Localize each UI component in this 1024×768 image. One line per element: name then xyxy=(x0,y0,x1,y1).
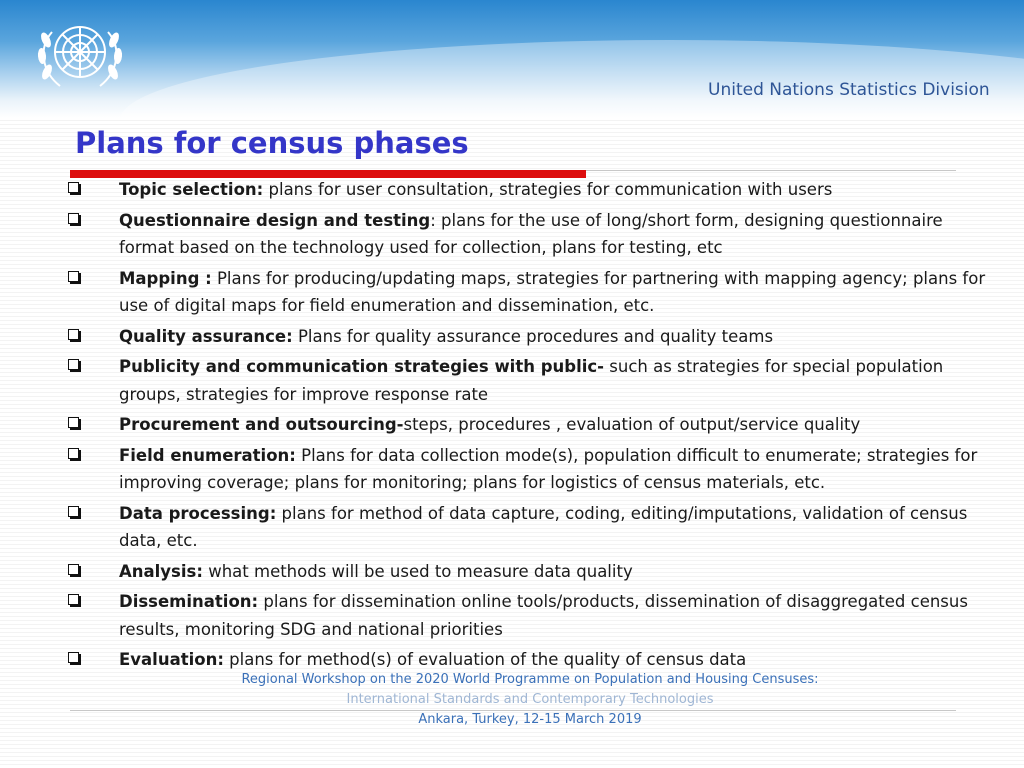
checkbox-icon xyxy=(68,359,79,370)
item-title: Publicity and communication strategies with public- xyxy=(119,357,605,376)
list-item xyxy=(68,442,993,497)
checkbox-icon xyxy=(68,594,79,605)
footer-subtitle: International Standards and Contemporary Technologies xyxy=(346,692,714,707)
item-title: Field enumeration: xyxy=(119,445,296,465)
item-title: Mapping : xyxy=(119,268,212,288)
slide-title: Plans for census phases xyxy=(75,126,469,160)
list-item xyxy=(68,558,993,586)
checkbox-icon xyxy=(68,652,79,663)
header-wave xyxy=(120,40,1024,118)
item-title: Evaluation: xyxy=(119,650,224,669)
slide-header xyxy=(0,0,1024,118)
un-emblem-icon xyxy=(30,10,130,100)
item-text: Plans for data collection mode(s), population difficult to enumerate; strategies for improving coverage; plans for monitoring; plans for logistics of census materials, etc. xyxy=(119,445,978,492)
list-item xyxy=(68,588,993,643)
item-text: plans for user consultation, strategies for communication with users xyxy=(263,180,833,199)
checkbox-icon xyxy=(68,329,79,340)
item-title: Procurement and outsourcing- xyxy=(119,415,404,434)
organization-name: United Nations Statistics Division xyxy=(708,80,990,100)
list-item xyxy=(68,176,993,204)
item-text: plans for method of data capture, coding, editing/imputations, validation of census data, etc. xyxy=(119,503,968,550)
item-text: : plans for the use of long/short form, designing questionnaire format based on the technology used for collection, plans for testing, etc xyxy=(119,210,943,257)
list-item xyxy=(68,353,993,408)
item-text: what methods will be used to measure data quality xyxy=(202,561,633,581)
list-item xyxy=(68,500,993,555)
item-title: Questionnaire design and testing xyxy=(119,210,431,230)
checkbox-icon xyxy=(68,182,79,193)
item-text: steps, procedures , evaluation of output/service quality xyxy=(403,415,861,434)
list-item xyxy=(68,323,993,351)
slide-footer xyxy=(210,670,850,730)
checkbox-icon xyxy=(68,448,79,459)
item-text: Plans for producing/updating maps, strategies for partnering with mapping agency; plans for use of digital maps for field enumeration and dissemination, etc. xyxy=(119,268,986,315)
list-item xyxy=(68,411,993,439)
footer-workshop: Regional Workshop on the 2020 World Programme on Population and Housing Censuses: xyxy=(241,672,819,687)
checkbox-icon xyxy=(68,564,79,575)
checkbox-icon xyxy=(68,271,79,282)
item-text: such as strategies for special population groups, strategies for improve response rate xyxy=(119,357,944,404)
item-title: Dissemination: xyxy=(119,592,259,611)
item-title: Analysis: xyxy=(119,561,203,581)
checkbox-icon xyxy=(68,417,79,428)
list-item xyxy=(68,265,993,320)
list-item xyxy=(68,207,993,262)
item-title: Quality assurance: xyxy=(119,326,293,346)
checkbox-icon xyxy=(68,506,79,517)
item-text: plans for method(s) of evaluation of the quality of census data xyxy=(223,650,747,669)
checkbox-icon xyxy=(68,213,79,224)
footer-location-date: Ankara, Turkey, 12-15 March 2019 xyxy=(418,712,642,727)
phase-list xyxy=(68,176,993,677)
item-text: Plans for quality assurance procedures and quality teams xyxy=(292,326,774,346)
item-title: Data processing: xyxy=(119,503,277,523)
item-title: Topic selection: xyxy=(119,180,264,199)
item-text: plans for dissemination online tools/products, dissemination of disaggregated census results, monitoring SDG and national priorities xyxy=(119,592,968,639)
